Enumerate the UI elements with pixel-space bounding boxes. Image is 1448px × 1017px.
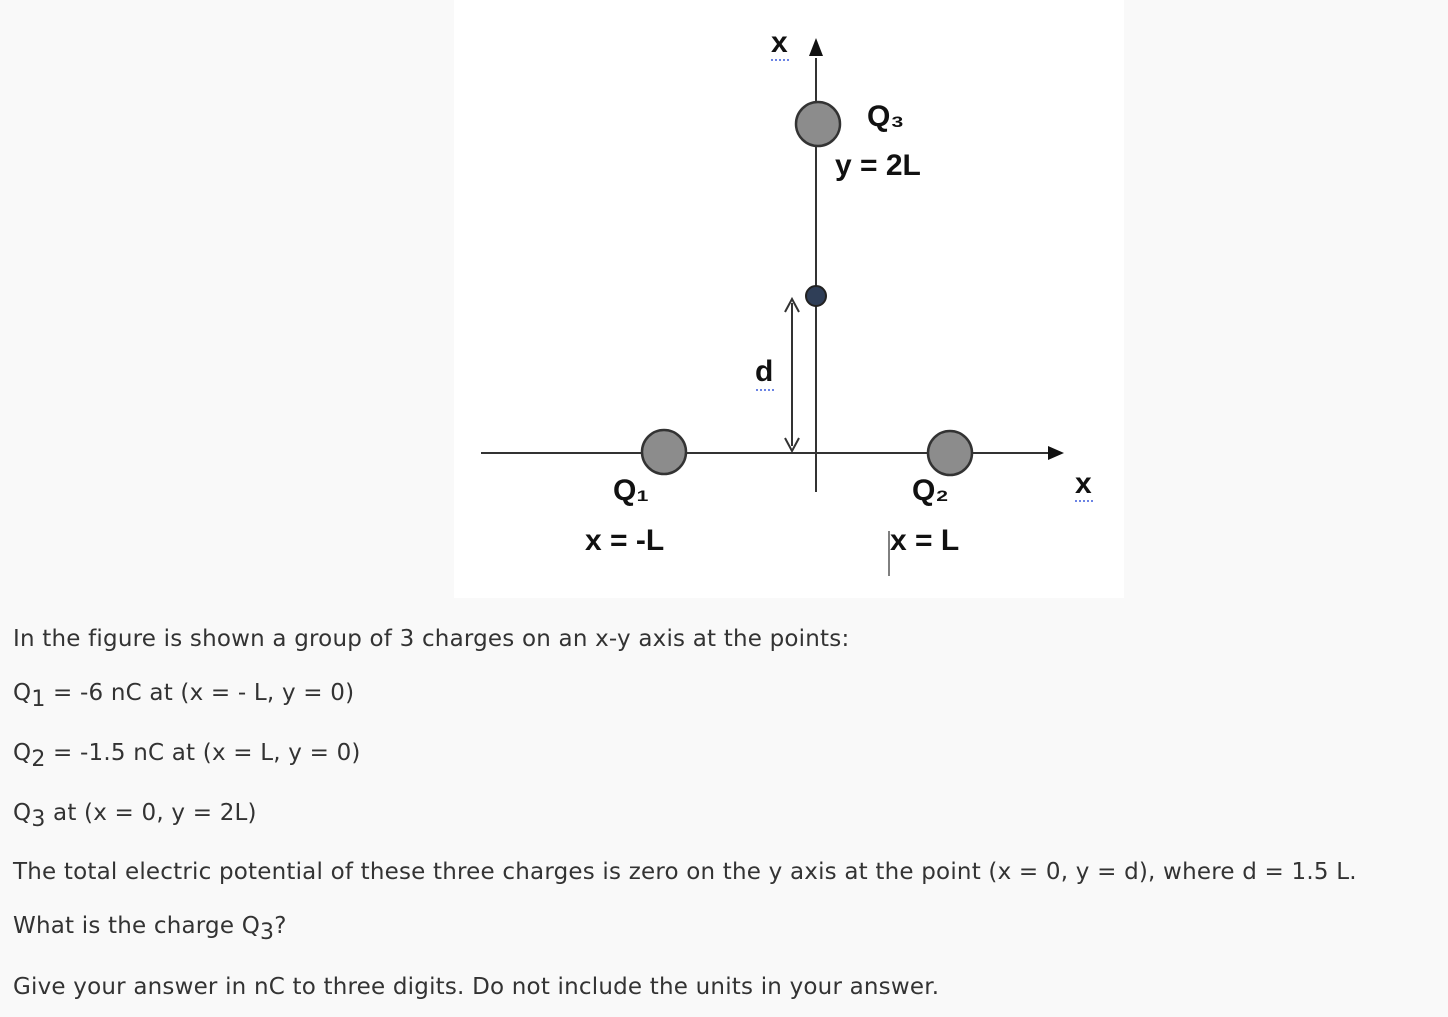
q3-position-label: y = 2L [835,149,921,182]
q3-definition [13,798,257,832]
charge-diagram [454,0,1124,598]
q2-position-label: x = L [890,524,960,557]
answer-instructions: Give your answer in nC to three digits. Do not include the units in your answer. [13,974,940,1000]
vertical-axis-label: x [771,26,788,59]
q1-definition [13,678,355,712]
q3-value: at (x = 0, y = 2L) [45,800,257,826]
charge-q1 [642,430,686,474]
horizontal-axis-arrowhead [1048,446,1064,460]
horizontal-axis-label: x [1075,467,1092,500]
q1-label: Q₁ [613,474,649,507]
q3-symbol: Q [13,800,32,826]
ask-subscript: 3 [260,920,275,945]
q2-symbol: Q [13,740,32,766]
q2-definition [13,738,361,772]
ask-end: ? [274,913,287,939]
q2-subscript: 2 [31,747,46,772]
q1-subscript: 1 [31,687,46,712]
d-label: d [755,355,774,388]
q1-position-label: x = -L [585,524,665,557]
charge-q2 [928,431,972,475]
question-intro: In the figure is shown a group of 3 charges on an x-y axis at the points: [13,626,850,652]
charge-q3 [796,102,840,146]
q2-value: = -1.5 nC at (x = L, y = 0) [45,740,361,766]
diagram-svg [454,0,1124,598]
test-point [806,286,826,306]
vertical-axis-arrowhead [809,38,823,56]
question-description: The total electric potential of these three charges is zero on the y axis at the point (x = 0, y = d), where d = 1.5 L. [13,859,1357,885]
ask-text: What is the charge Q [13,913,261,939]
q1-symbol: Q [13,680,32,706]
q1-value: = -6 nC at (x = - L, y = 0) [45,680,355,706]
q3-subscript: 3 [31,807,46,832]
q3-label: Q₃ [867,100,905,133]
q2-label: Q₂ [912,474,949,507]
question-ask [13,911,287,945]
